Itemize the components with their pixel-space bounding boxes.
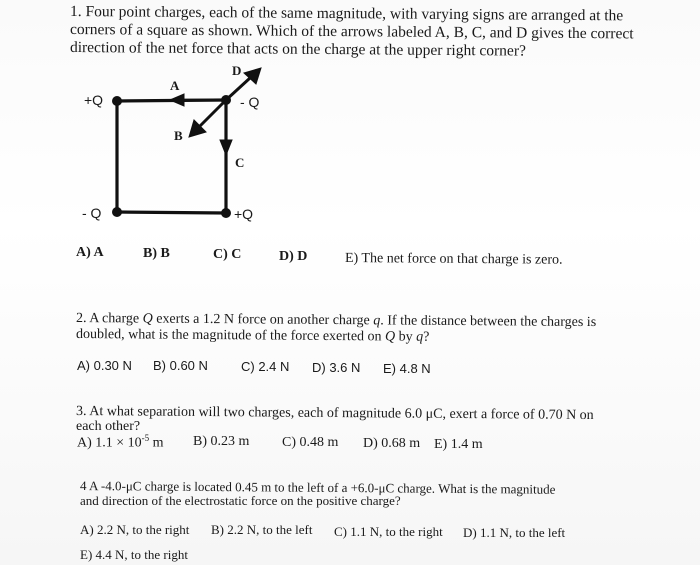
q3-option-a: A) $1.1 \times 10^{-5}$ m — [77, 433, 164, 451]
charge-label-top-left: +Q — [84, 92, 104, 108]
charge-dot-top-left — [112, 96, 122, 106]
arrow-a — [170, 94, 226, 106]
charge-label-top-right: - Q — [240, 94, 260, 110]
q1-option-a: A) A — [76, 245, 104, 260]
q4-line-2: and direction of the electrostatic force on the positive charge? — [80, 493, 401, 508]
square-bottom-side — [117, 212, 226, 213]
arrow-label-b: B — [174, 128, 183, 143]
arrow-b — [189, 100, 226, 137]
arrow-label-c: C — [235, 155, 245, 170]
q2-option-e: E) 4.8 N — [383, 361, 431, 376]
q4-option-a: A) 2.2 N, to the right — [80, 522, 190, 537]
q3-option-d: D) 0.68 m — [363, 436, 421, 451]
q2-option-a: A) 0.30 N — [77, 358, 132, 373]
q1-option-d: D) D — [279, 249, 308, 264]
q1-line-2: corners of a square as shown. Which of the arrows labeled A, B, C, and D gives the correct — [69, 21, 634, 43]
q2-line-2: doubled, what is the magnitude of the force exerted on Q by q? — [75, 327, 430, 345]
q1-line-3: direction of the net force that acts on the charge at the upper right corner? — [69, 39, 526, 60]
q3-line-1: 3. At what separation will two charges, each of magnitude 6.0 μC, exert a force of 0.70 N on — [75, 404, 594, 424]
q3-line-2: each other? — [76, 419, 141, 434]
q4-option-c: C) 1.1 N, to the right — [334, 524, 443, 539]
q3-option-e: E) 1.4 m — [434, 437, 483, 452]
q2-option-b: B) 0.60 N — [153, 358, 208, 373]
q3-option-b: B) 0.23 m — [193, 434, 250, 449]
q1-option-c: C) C — [213, 247, 242, 262]
q4-option-b: B) 2.2 N, to the left — [211, 522, 313, 537]
charge-dot-bottom-left — [112, 207, 122, 217]
q1-line-1: 1. Four point charges, each of the same magnitude, with varying signs are arranged at the — [69, 3, 624, 25]
charge-label-bottom-left: - Q — [82, 205, 102, 221]
arrow-label-d: D — [232, 63, 242, 78]
q1-option-e: E) The net force on that charge is zero. — [344, 251, 563, 268]
q2-option-d: D) 3.6 N — [312, 360, 361, 375]
arrow-label-a: A — [170, 78, 180, 93]
q4-option-d: D) 1.1 N, to the left — [463, 525, 566, 540]
q1-option-b: B) B — [143, 246, 170, 261]
charge-label-bottom-right: +Q — [234, 206, 254, 222]
charge-dot-bottom-right — [221, 208, 231, 218]
q3-option-c: C) 0.48 m — [282, 435, 339, 450]
q4-option-e: E) 4.4 N, to the right — [80, 547, 188, 562]
arrow-c — [220, 140, 232, 155]
q2-line-1: 2. A charge Q exerts a 1.2 N force on another charge q. If the distance between the charges is — [75, 311, 597, 331]
q4-line-1: 4 A -4.0-μC charge is located 0.45 m to the left of a +6.0-μC charge. What is the magnitude — [79, 478, 556, 497]
q2-option-c: C) 2.4 N — [241, 359, 290, 374]
